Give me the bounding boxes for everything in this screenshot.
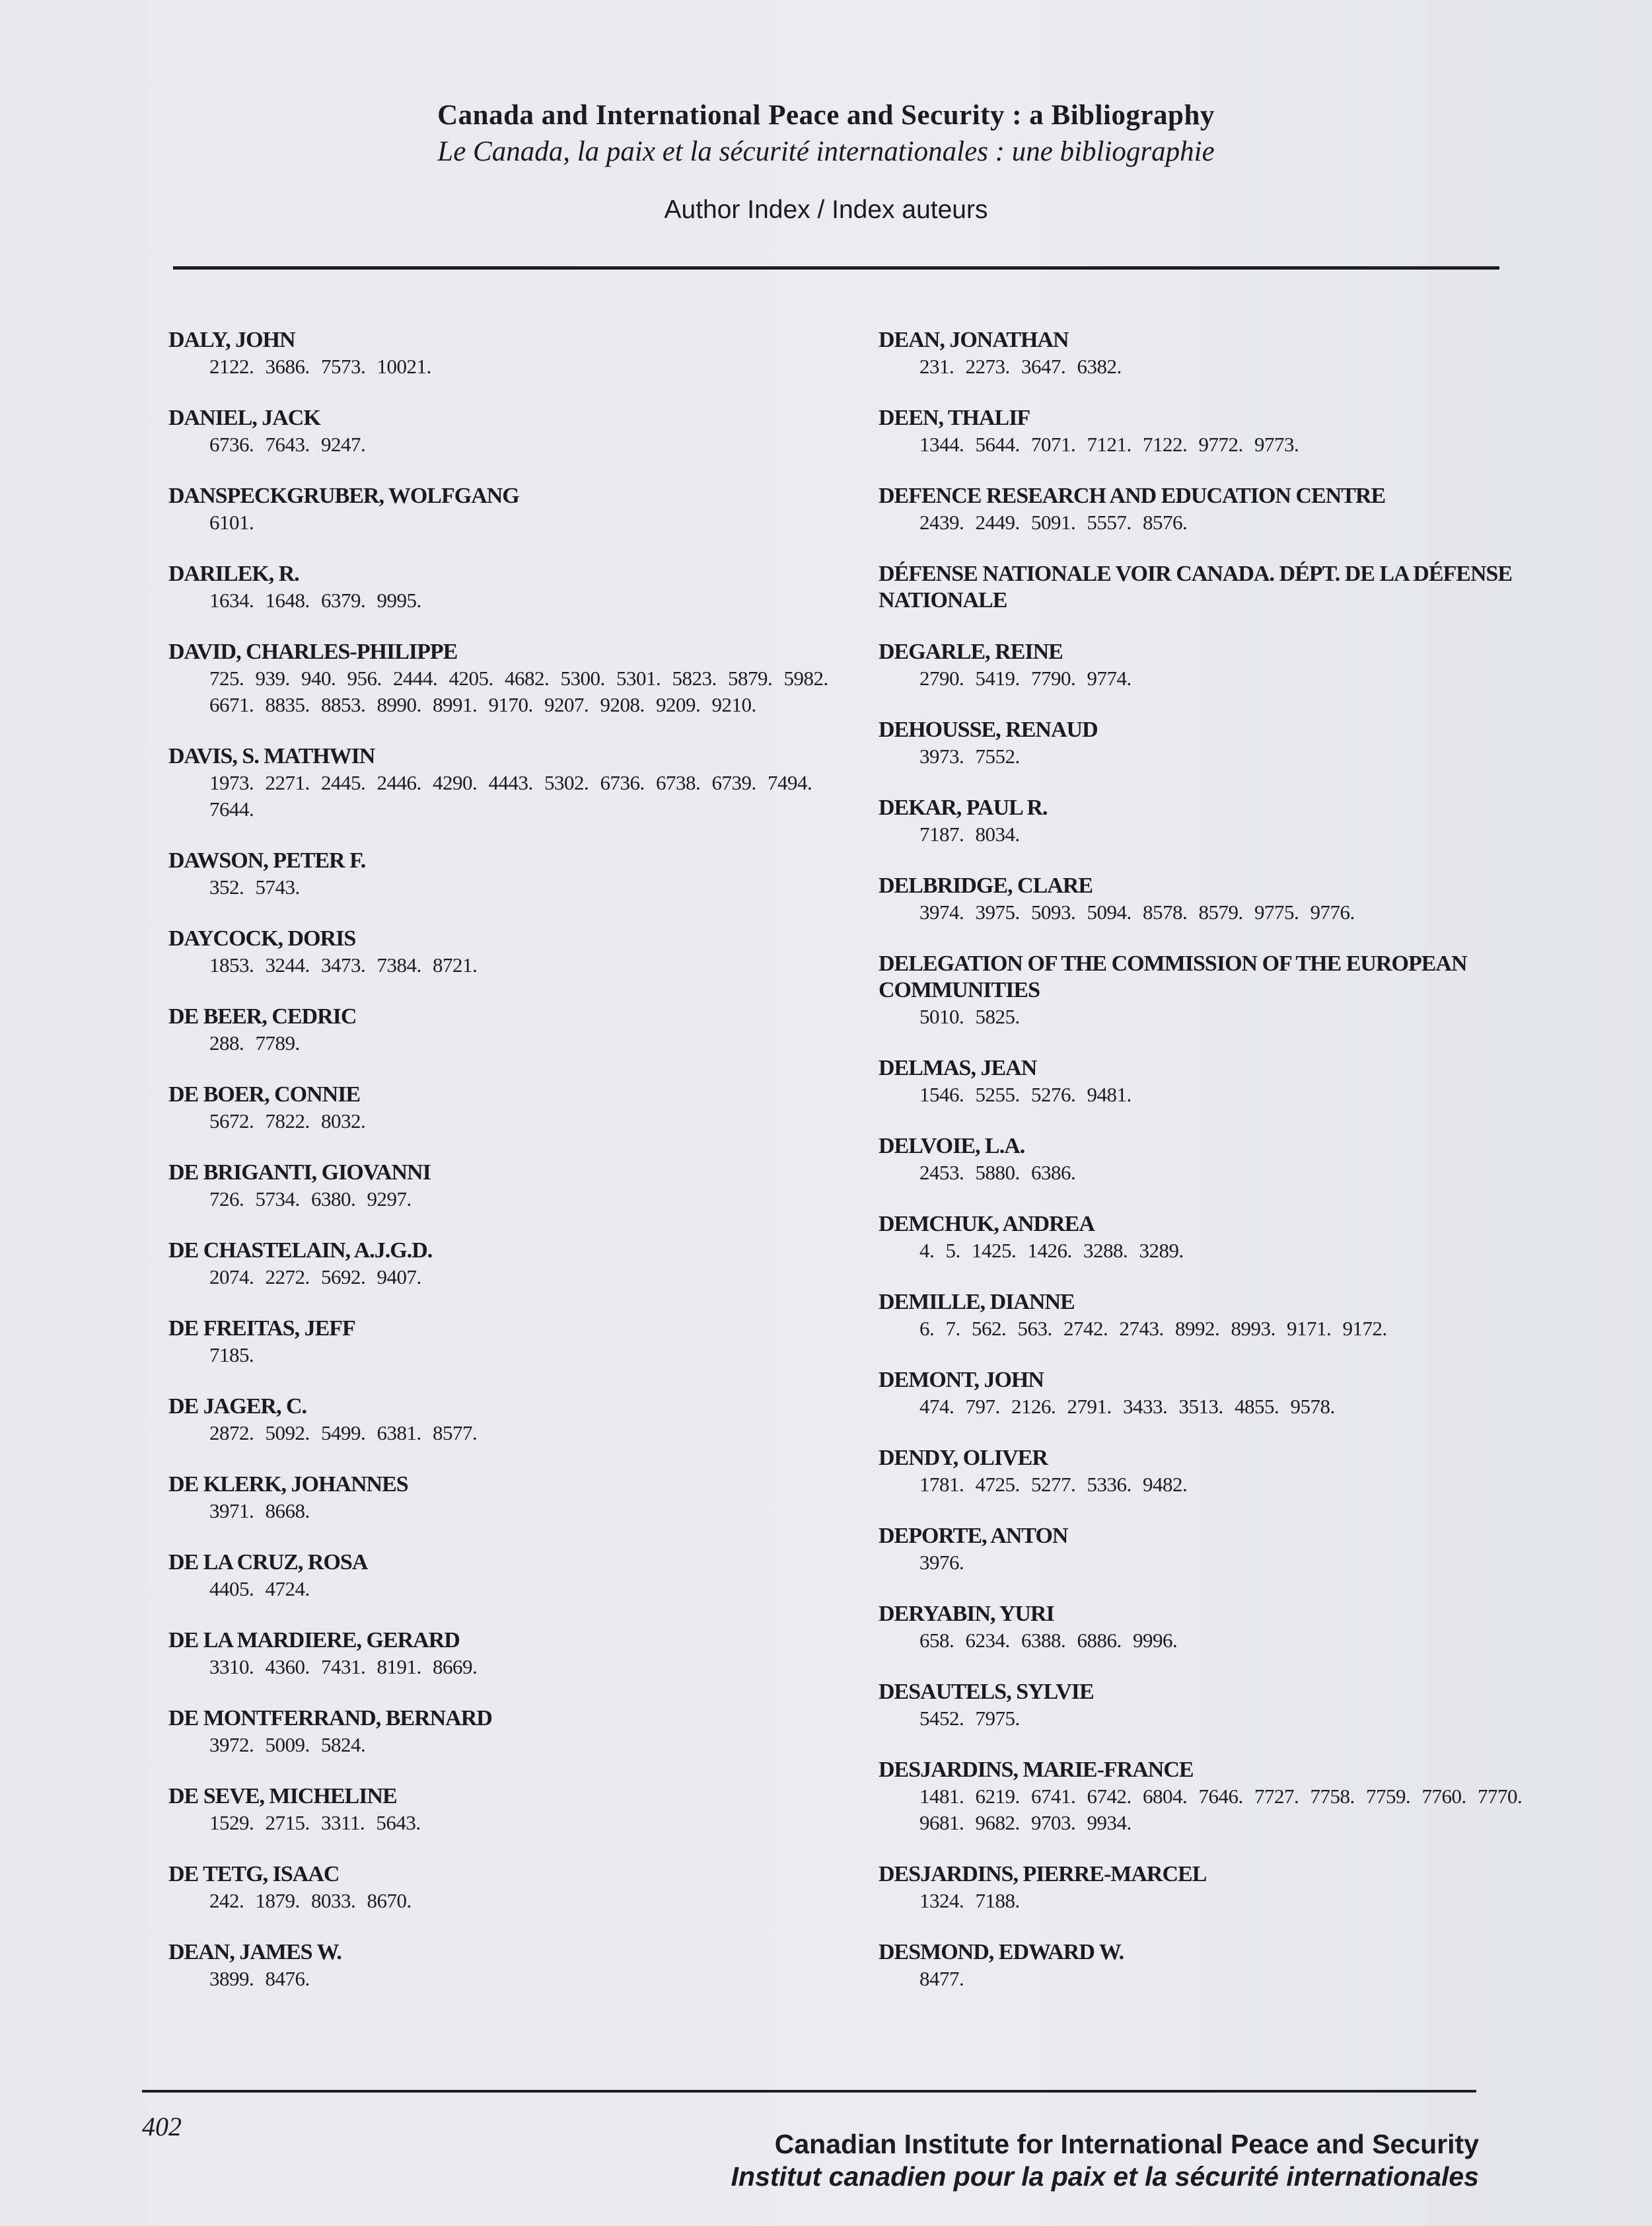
index-subtitle: Author Index / Index auteurs <box>664 196 988 224</box>
index-entry <box>168 1627 829 1680</box>
author-name: DE BEER, CEDRIC <box>168 1004 357 1029</box>
reference-numbers: 288. 7789. <box>209 1031 300 1055</box>
index-entry <box>879 1523 1539 1576</box>
index-entry <box>168 1939 829 1992</box>
author-name: DE BRIGANTI, GIOVANNI <box>168 1160 431 1185</box>
reference-numbers: 1344. 5644. 7071. 7121. 7122. 9772. 9773. <box>919 433 1299 456</box>
publisher-footer <box>731 2129 1479 2192</box>
author-name: DEKAR, PAUL R. <box>879 796 1048 820</box>
index-entry <box>168 1705 829 1758</box>
reference-numbers: 7187. 8034. <box>919 823 1020 846</box>
author-name: DE LA MARDIERE, GERARD <box>168 1628 460 1652</box>
author-name: DESJARDINS, PIERRE-MARCEL <box>879 1862 1207 1886</box>
index-entry <box>879 717 1539 770</box>
author-name: DE FREITAS, JEFF <box>168 1316 355 1341</box>
reference-numbers: 2453. 5880. 6386. <box>919 1161 1076 1184</box>
author-name: DE MONTFERRAND, BERNARD <box>168 1706 492 1730</box>
page-header <box>0 99 1652 225</box>
author-name: DANSPECKGRUBER, WOLFGANG <box>168 484 519 508</box>
author-name: DE SEVE, MICHELINE <box>168 1784 397 1808</box>
author-name: DE KLERK, JOHANNES <box>168 1472 408 1497</box>
index-entry <box>879 1133 1539 1186</box>
author-name: DEMCHUK, ANDREA <box>879 1212 1095 1236</box>
author-name: DE TETG, ISAAC <box>168 1862 340 1886</box>
index-entry <box>168 1861 829 1914</box>
reference-numbers: 1634. 1648. 6379. 9995. <box>209 589 421 612</box>
author-name: DERYABIN, YURI <box>879 1602 1054 1626</box>
index-entry <box>168 639 829 718</box>
reference-numbers: 4405. 4724. <box>209 1577 310 1600</box>
author-name: DELVOIE, L.A. <box>879 1134 1025 1158</box>
author-name: DE CHASTELAIN, A.J.G.D. <box>168 1238 433 1263</box>
reference-numbers: 2074. 2272. 5692. 9407. <box>209 1265 421 1288</box>
reference-numbers: 5672. 7822. 8032. <box>209 1109 366 1132</box>
reference-numbers: 726. 5734. 6380. 9297. <box>209 1187 412 1210</box>
index-entry <box>168 1783 829 1836</box>
author-name: DESMOND, EDWARD W. <box>879 1940 1124 1964</box>
reference-numbers: 242. 1879. 8033. 8670. <box>209 1889 412 1912</box>
index-entry <box>879 1055 1539 1108</box>
author-name: DAVIS, S. MATHWIN <box>168 744 375 768</box>
author-name: DELMAS, JEAN <box>879 1056 1037 1080</box>
index-entry <box>879 795 1539 848</box>
reference-numbers: 1324. 7188. <box>919 1889 1020 1912</box>
author-name: DELBRIDGE, CLARE <box>879 873 1093 898</box>
author-name: DEPORTE, ANTON <box>879 1524 1068 1548</box>
index-entry <box>168 561 829 614</box>
author-name: DARILEK, R. <box>168 562 299 586</box>
author-name: DEAN, JONATHAN <box>879 328 1069 352</box>
institute-name-english: Canadian Institute for International Peace and Security <box>774 2129 1479 2159</box>
author-name: DAYCOCK, DORIS <box>168 926 356 951</box>
reference-numbers: 2122. 3686. 7573. 10021. <box>209 355 431 378</box>
index-entry <box>168 1471 829 1524</box>
page-number: 402 <box>142 2112 182 2141</box>
left-column <box>168 327 829 2017</box>
index-entry <box>168 1004 829 1057</box>
reference-numbers: 352. 5743. <box>209 875 300 899</box>
author-name: DENDY, OLIVER <box>879 1446 1048 1470</box>
reference-numbers: 2872. 5092. 5499. 6381. 8577. <box>209 1421 478 1444</box>
reference-numbers: 1781. 4725. 5277. 5336. 9482. <box>919 1473 1188 1496</box>
author-name: DEHOUSSE, RENAUD <box>879 718 1098 742</box>
index-entry <box>168 1082 829 1134</box>
index-entry <box>879 1939 1539 1992</box>
index-entry <box>168 743 829 823</box>
author-name: DALY, JOHN <box>168 328 295 352</box>
index-entry <box>879 873 1539 926</box>
author-name: DAWSON, PETER F. <box>168 848 366 873</box>
reference-numbers: 474. 797. 2126. 2791. 3433. 3513. 4855. 9578. <box>919 1395 1335 1418</box>
index-entry <box>879 1757 1539 1836</box>
reference-numbers: 658. 6234. 6388. 6886. 9996. <box>919 1629 1178 1652</box>
author-name: DÉFENSE NATIONALE VOIR CANADA. DÉPT. DE LA DÉFENSE NATIONALE <box>879 562 1513 612</box>
index-entry <box>879 327 1539 380</box>
index-entry <box>879 1289 1539 1342</box>
reference-numbers: 3310. 4360. 7431. 8191. 8669. <box>209 1655 478 1678</box>
reference-numbers: 2790. 5419. 7790. 9774. <box>919 667 1131 690</box>
reference-numbers: 2439. 2449. 5091. 5557. 8576. <box>919 511 1188 534</box>
title-french: Le Canada, la paix et la sécurité internationales : une bibliographie <box>437 136 1215 167</box>
bottom-divider <box>142 2090 1476 2093</box>
title-english: Canada and International Peace and Security : a Bibliography <box>437 100 1215 131</box>
index-entry <box>168 848 829 901</box>
author-name: DEAN, JAMES W. <box>168 1940 341 1964</box>
reference-numbers: 231. 2273. 3647. 6382. <box>919 355 1122 378</box>
reference-numbers: 5010. 5825. <box>919 1005 1020 1028</box>
author-name: DE LA CRUZ, ROSA <box>168 1550 368 1575</box>
right-column <box>879 327 1539 2017</box>
author-name: DANIEL, JACK <box>168 406 320 430</box>
index-entry <box>168 1316 829 1368</box>
reference-numbers: 3974. 3975. 5093. 5094. 8578. 8579. 9775. 9776. <box>919 901 1355 924</box>
reference-numbers: 725. 939. 940. 956. 2444. 4205. 4682. 5300. 5301. 5823. 5879. 5982. 6671. 8835. 8853. 8990. 8991. 9170. 9207. 9208. 9209. 9210. <box>209 667 828 716</box>
reference-numbers: 3971. 8668. <box>209 1499 310 1522</box>
index-entry <box>168 405 829 458</box>
author-name: DE BOER, CONNIE <box>168 1082 361 1107</box>
reference-numbers: 6736. 7643. 9247. <box>209 433 366 456</box>
reference-numbers: 3973. 7552. <box>919 745 1020 768</box>
index-entry <box>879 1679 1539 1732</box>
index-entry <box>879 639 1539 692</box>
index-entry <box>879 561 1539 614</box>
index-entry <box>168 1160 829 1212</box>
reference-numbers: 1546. 5255. 5276. 9481. <box>919 1083 1131 1106</box>
author-name: DEEN, THALIF <box>879 406 1030 430</box>
reference-numbers: 6. 7. 562. 563. 2742. 2743. 8992. 8993. 9171. 9172. <box>919 1317 1387 1340</box>
index-entry <box>879 1367 1539 1420</box>
index-entry <box>168 1393 829 1446</box>
author-name: DELEGATION OF THE COMMISSION OF THE EUROPEAN COMMUNITIES <box>879 951 1467 1002</box>
author-name: DAVID, CHARLES-PHILIPPE <box>168 640 458 664</box>
reference-numbers: 1973. 2271. 2445. 2446. 4290. 4443. 5302. 6736. 6738. 6739. 7494. 7644. <box>209 771 812 821</box>
reference-numbers: 7185. <box>209 1343 254 1366</box>
reference-numbers: 3899. 8476. <box>209 1967 310 1990</box>
index-entry <box>168 1238 829 1290</box>
index-entry <box>879 405 1539 458</box>
index-entry <box>879 951 1539 1030</box>
index-entry <box>168 327 829 380</box>
reference-numbers: 3972. 5009. 5824. <box>209 1733 366 1756</box>
author-name: DESAUTELS, SYLVIE <box>879 1680 1094 1704</box>
author-name: DEGARLE, REINE <box>879 640 1063 664</box>
index-entry <box>168 926 829 979</box>
reference-numbers: 6101. <box>209 511 254 534</box>
index-entry <box>168 483 829 536</box>
author-name: DE JAGER, C. <box>168 1394 307 1419</box>
index-entry <box>879 1445 1539 1498</box>
author-name: DEMILLE, DIANNE <box>879 1290 1075 1314</box>
index-entry <box>168 1549 829 1602</box>
author-name: DEFENCE RESEARCH AND EDUCATION CENTRE <box>879 484 1386 508</box>
reference-numbers: 1481. 6219. 6741. 6742. 6804. 7646. 7727. 7758. 7759. 7760. 7770. 9681. 9682. 9703. 9934. <box>919 1785 1523 1834</box>
index-entry <box>879 1861 1539 1914</box>
top-divider <box>173 266 1499 270</box>
index-entry <box>879 483 1539 536</box>
author-name: DEMONT, JOHN <box>879 1368 1044 1392</box>
reference-numbers: 5452. 7975. <box>919 1707 1020 1730</box>
reference-numbers: 1529. 2715. 3311. 5643. <box>209 1811 421 1834</box>
reference-numbers: 3976. <box>919 1551 964 1574</box>
institute-name-french: Institut canadien pour la paix et la sécurité internationales <box>731 2161 1479 2192</box>
reference-numbers: 8477. <box>919 1967 964 1990</box>
author-name: DESJARDINS, MARIE-FRANCE <box>879 1758 1194 1782</box>
index-entry <box>879 1601 1539 1654</box>
reference-numbers: 1853. 3244. 3473. 7384. 8721. <box>209 953 478 977</box>
index-entry <box>879 1211 1539 1264</box>
reference-numbers: 4. 5. 1425. 1426. 3288. 3289. <box>919 1239 1184 1262</box>
